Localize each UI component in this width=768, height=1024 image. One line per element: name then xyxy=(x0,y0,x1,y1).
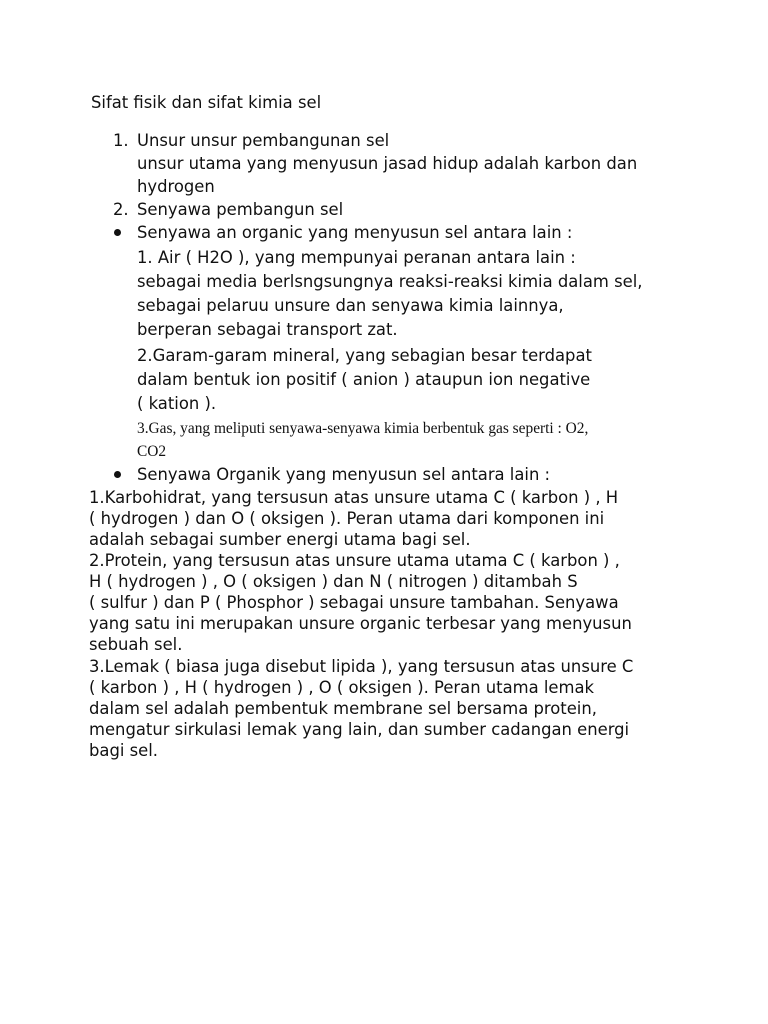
paragraph-line: 1.Karbohidrat, yang tersusun atas unsure utama C ( karbon ) , H xyxy=(89,488,619,507)
paragraph-line: mengatur sirkulasi lemak yang lain, dan sumber cadangan energi xyxy=(89,720,630,739)
paragraph-line: H ( hydrogen ) , O ( oksigen ) dan N ( nitrogen ) ditambah S xyxy=(89,572,578,591)
list-marker: 2. xyxy=(113,200,129,219)
subitem-line: ( kation ). xyxy=(137,394,217,413)
bullet-icon xyxy=(114,229,121,236)
paragraph-line: ( karbon ) , H ( hydrogen ) , O ( oksigen ). Peran utama lemak xyxy=(89,678,595,697)
paragraph-line: ( sulfur ) dan P ( Phosphor ) sebagai unsure tambahan. Senyawa xyxy=(89,593,619,612)
paragraph-line: 2.Protein, yang tersusun atas unsure utama utama C ( karbon ) , xyxy=(89,551,620,570)
subitem-line: 2.Garam-garam mineral, yang sebagian besar terdapat xyxy=(137,346,592,365)
bullet-icon xyxy=(114,471,121,478)
list-marker: 1. xyxy=(113,131,129,150)
bullet-item-text: Senyawa Organik yang menyusun sel antara lain : xyxy=(137,465,551,484)
paragraph-line: sebuah sel. xyxy=(89,635,183,654)
list-item-line: unsur utama yang menyusun jasad hidup adalah karbon dan xyxy=(137,154,638,173)
paragraph-line: adalah sebagai sumber energi utama bagi sel. xyxy=(89,530,471,549)
subitem-line: sebagai pelaruu unsure dan senyawa kimia lainnya, xyxy=(137,296,564,315)
subitem-line: 1. Air ( H2O ), yang mempunyai peranan antara lain : xyxy=(137,248,576,267)
subitem-line: CO2 xyxy=(137,443,167,460)
paragraph-line: ( hydrogen ) dan O ( oksigen ). Peran utama dari komponen ini xyxy=(89,509,605,528)
subitem-line: dalam bentuk ion positif ( anion ) ataupun ion negative xyxy=(137,370,591,389)
paragraph-line: 3.Lemak ( biasa juga disebut lipida ), yang tersusun atas unsure C xyxy=(89,657,634,676)
bullet-item-text: Senyawa an organic yang menyusun sel antara lain : xyxy=(137,223,573,242)
subitem-line: 3.Gas, yang meliputi senyawa-senyawa kimia berbentuk gas seperti : O2, xyxy=(137,420,589,437)
paragraph-line: yang satu ini merupakan unsure organic terbesar yang menyusun xyxy=(89,614,632,633)
subitem-line: berperan sebagai transport zat. xyxy=(137,320,398,339)
paragraph-line: dalam sel adalah pembentuk membrane sel bersama protein, xyxy=(89,699,597,718)
list-item-line: Unsur unsur pembangunan sel xyxy=(137,131,390,150)
paragraph-line: bagi sel. xyxy=(89,741,159,760)
subitem-line: sebagai media berlsngsungnya reaksi-reaksi kimia dalam sel, xyxy=(137,272,643,291)
document-title: Sifat fisik dan sifat kimia sel xyxy=(91,93,322,112)
list-item-line: hydrogen xyxy=(137,177,215,196)
list-item-line: Senyawa pembangun sel xyxy=(137,200,344,219)
